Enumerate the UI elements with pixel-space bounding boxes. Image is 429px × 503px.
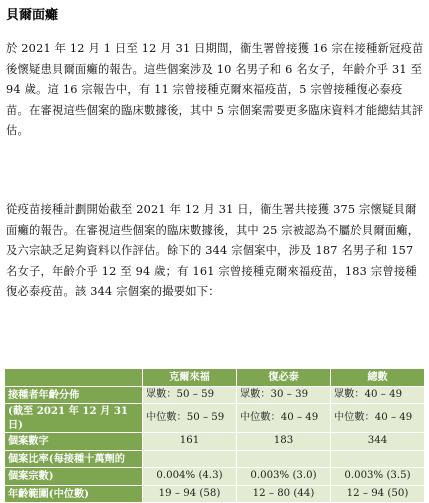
table-row [5,450,425,468]
table-cell: 中位數：40 – 49 [237,404,331,433]
column-header-biontech: 復必泰 [237,369,331,387]
table-cell: 19 – 94 (58) [143,485,237,503]
table-row [5,404,425,433]
table-cell: 161 [143,433,237,451]
row-label: 年齡範圍(中位數) [5,485,143,503]
row-label: 接種者年齡分佈 [5,386,143,404]
table-header-row [5,369,425,387]
table-cell: 0.003% (3.5) [331,468,425,486]
table-cell: 中位數：50 – 59 [143,404,237,433]
table-corner-cell [5,369,143,387]
table-row [5,433,425,451]
table-cell: 0.004% (4.3) [143,468,237,486]
table-row [5,386,425,404]
row-label: 個案數字 [5,433,143,451]
table-cell: 眾數：50 – 59 [143,386,237,404]
table-cell: 眾數：30 – 39 [237,386,331,404]
table-cell: 眾數：40 – 49 [331,386,425,404]
row-label: 個案宗數) [5,468,143,486]
section-title: 貝爾面癱 [6,8,59,23]
table-cell: 344 [331,433,425,451]
table-row [5,485,425,503]
table-cell: 183 [237,433,331,451]
column-header-comirnaty-sinovac: 克爾來福 [143,369,237,387]
paragraph-cumulative-cases: 從疫苗接種計劃開始截至 2021 年 12 月 31 日，衞生署共接獲 375 宗懷疑貝爾面癱的報告。在審視這些個案的臨床數據後，其中 25 宗被認為不屬於貝爾面癱，及六宗缺乏足夠資料以作評估。餘下的 344 宗個案中，涉及 187 名男子和 157 名女子，年齡介乎 12 至 94 歲；有 161 宗曾接種克爾來福疫苗，183 宗曾接種復必泰疫苗。該 344 宗個案的撮要如下： [6,203,420,298]
table-cell: 12 – 94 (50) [331,485,425,503]
table-cell [331,450,425,468]
table-cell: 12 – 80 (44) [237,485,331,503]
row-label: (截至 2021 年 12 月 31 日) [5,404,143,433]
table-cell: 中位數：40 – 49 [331,404,425,433]
table-cell [237,450,331,468]
column-header-total: 總數 [331,369,425,387]
table-row [5,468,425,486]
paragraph-dec-2021-cases: 於 2021 年 12 月 1 日至 12 月 31 日期間，衞生署曾接獲 16 宗在接種新冠疫苗後懷疑患貝爾面癱的報告。這些個案涉及 10 名男子和 6 名女子，年齡介乎 31 至 94 歲。這 16 宗報告中，有 11 宗曾接種克爾來福疫苗，5 宗曾接種復必泰疫苗。在審視這些個案的臨床數據後，其中 5 宗個案需要更多臨床資料才能總結其評估。 [6,42,426,137]
row-label: 個案比率(每接種十萬劑的 [5,450,143,468]
table-cell [143,450,237,468]
summary-table [4,368,425,503]
table-cell: 0.003% (3.0) [237,468,331,486]
